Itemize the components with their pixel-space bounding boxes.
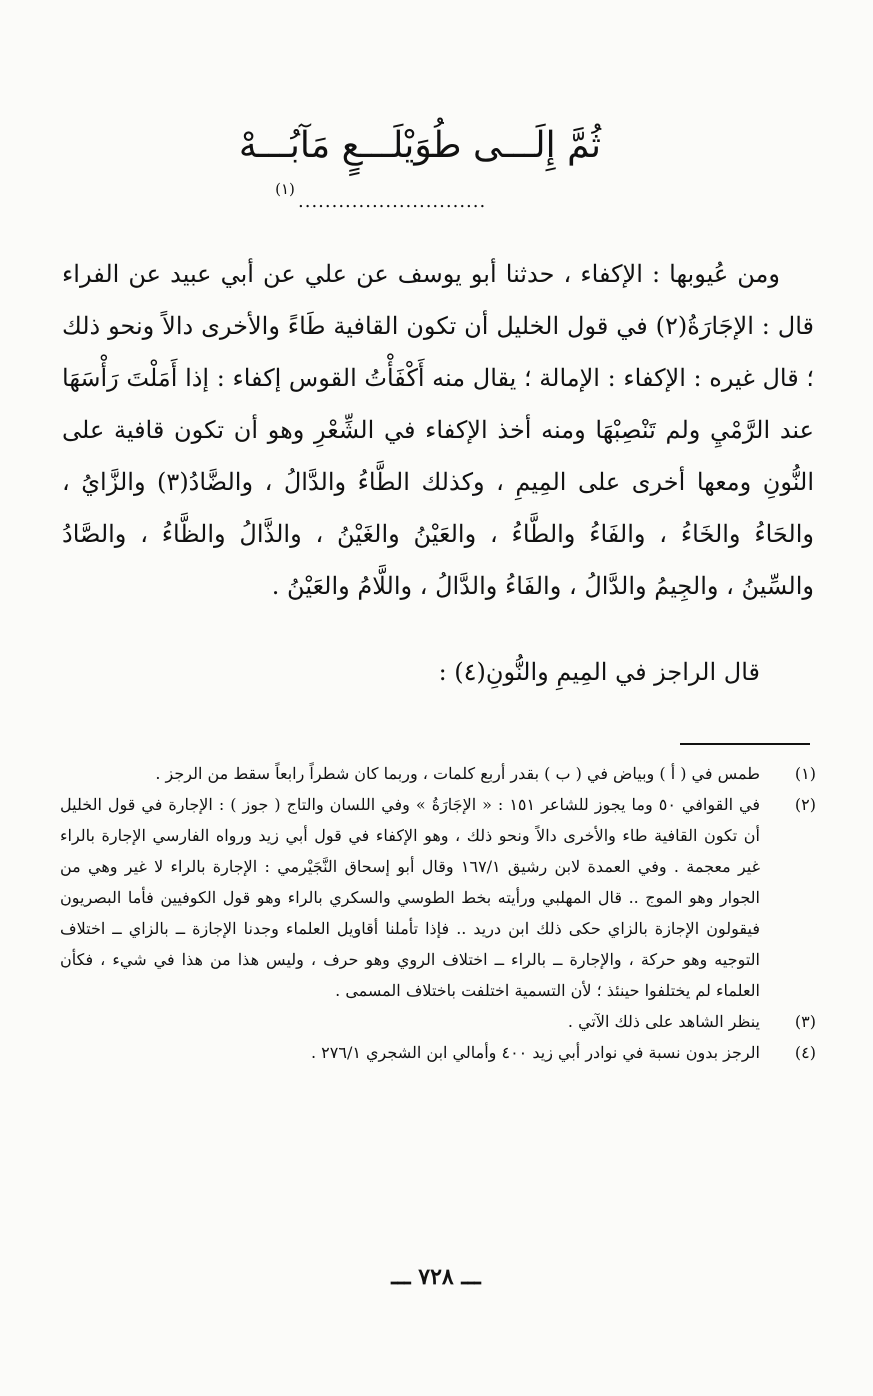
body-paragraph-text: ومن عُيوبها : الإكفاء ، حدثنا أبو يوسف عن علي عن أبي عبيد عن الفراء قال : الإجَارَةُ(٢) في قول الخليل أن تكون القافية طَاءً والأخرى دالاً ونحو ذلك ؛ قال غيره : الإكفاء : الإمالة ؛ يقال منه أَكْفَأْتُ القوس إكفاء : إذا أَمَلْتَ رَأْسَهَا عند الرَّمْيِ ولم تَنْصِبْهَا ومنه أخذ الإكفاء في الشِّعْرِ وهو أن تكون قافية على النُّونِ ومعها أخرى على المِيمِ ، وكذلك الطَّاءُ والدَّالُ ، والضَّادُ(٣) والزَّايُ ، والحَاءُ والخَاءُ ، والفَاءُ والطَّاءُ ، والعَيْنُ والغَيْنُ ، والذَّالُ والظَّاءُ ، والصَّادُ والسِّينُ ، والجِيمُ والدَّالُ ، والفَاءُ والدَّالُ ، واللَّامُ والعَيْنُ . (62, 260, 814, 600)
footnote-text: في القوافي ٥٠ وما يجوز للشاعر ١٥١ : « الإجَارَةُ » وفي اللسان والتاج ( جوز ) : الإجارة في قول الخليل أن تكون القافية طاء والأخرى دالاً ونحو ذلك ، وهو الإكفاء في قول أبي زيد ورواه الفارسي الإجارة بالراء غير معجمة . وفي العمدة لابن رشيق ١٦٧/١ وقال أبو إسحاق النَّجَيْرمي : الإجارة بالراء لا غير وهي من الجوار وهو الموج .. قال المهلبي ورأيته بخط الطوسي والسكري بالراء وهو قول الكوفيين فأما البصريون فيقولون الإجازة بالزاي حكى ذلك ابن دريد .. فإذا تأملنا أقاويل العلماء وجدنا الإجازة ــ بالزاي ــ اختلاف التوجيه وهو حركة ، والإجارة ــ بالراء ــ اختلاف الروي وهو حرف ، وليس هذا من هذا في شيء ، فكأن العلماء لم يختلفوا حينئذ ؛ لأن التسمية اختلفت باختلاف المسمى . (60, 795, 761, 1000)
footnote-number: (٤) (794, 1043, 816, 1062)
footnote-divider (680, 743, 810, 745)
footnote-item (60, 1006, 816, 1037)
footnote-number: (٢) (794, 795, 816, 814)
footnote-number: (٣) (794, 1012, 816, 1031)
rajaz-intro: قال الراجز في المِيمِ والنُّونِ(٤) : (438, 658, 760, 686)
verse-footnote-ref: (١) (275, 180, 295, 198)
footnote-item (60, 758, 816, 789)
verse-line: ثُمَّ إِلَـــى طُوَيْلَـــعٍ مَآبُـــهْ (238, 125, 602, 166)
footnote-number: (١) (794, 764, 816, 783)
footnote-text: طمس في ( أ ) وبياض في ( ب ) بقدر أربع كلمات ، وربما كان شطراً رابعاً سقط من الرجز . (155, 764, 760, 783)
footnote-item (60, 789, 816, 1006)
footnotes (60, 758, 816, 1068)
missing-hemistich-dots: ............................ (298, 191, 487, 212)
body-paragraph (62, 248, 814, 612)
page-number: ـــ ٧٢٨ ـــ (391, 1264, 481, 1290)
footnote-text: الرجز بدون نسبة في نوادر أبي زيد ٤٠٠ وأمالي ابن الشجري ٢٧٦/١ . (311, 1043, 760, 1062)
footnote-text: ينظر الشاهد على ذلك الآتي . (567, 1012, 760, 1031)
footnote-item (60, 1037, 816, 1068)
